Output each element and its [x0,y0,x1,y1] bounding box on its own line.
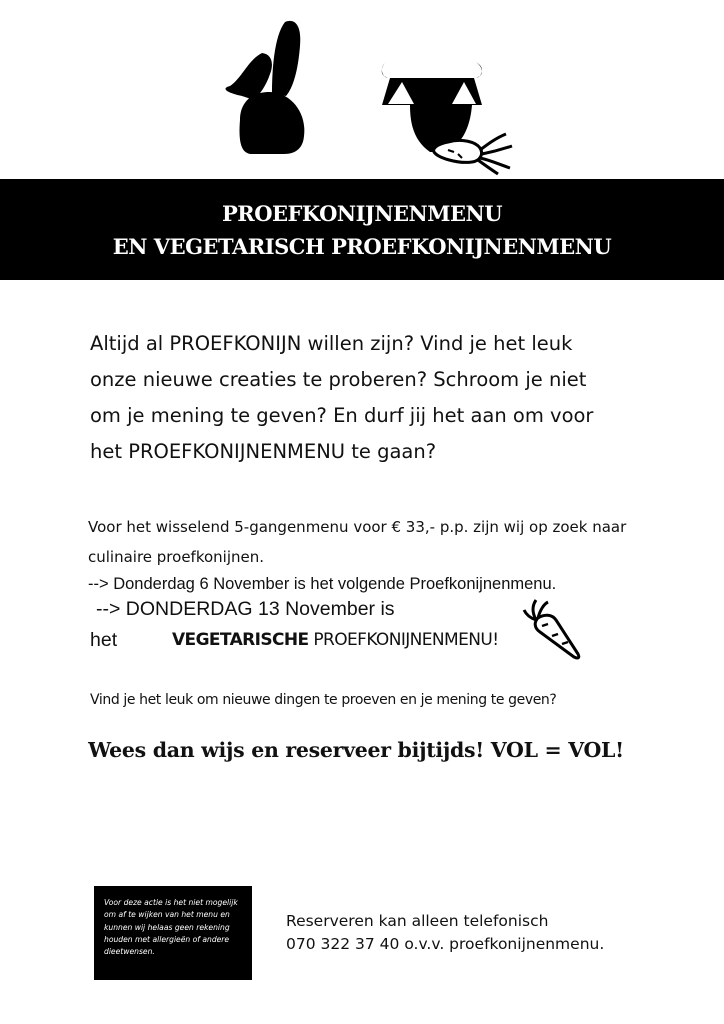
title-banner [0,179,724,280]
disclaimer-line: Voor deze actie is het niet mogelijk [104,898,238,907]
banner-title-line-2: EN VEGETARISCH PROEFKONIJNENMENU [112,233,612,259]
disclaimer-line: houden met allergieën of andere [104,934,230,944]
date-announcement-13-november: --> DONDERDAG 13 November is [96,598,395,620]
vegetarian-bold-text: VEGETARISCHE [172,630,309,650]
offer-line: Voor het wisselend 5-gangenmenu voor € 33,- p.p. zijn wij op zoek naar [88,518,627,536]
reservation-phone-line: 070 322 37 40 o.v.v. proefkonijnenmenu. [286,935,605,953]
date-announcement-6-november: --> Donderdag 6 November is het volgende Proefkonijnenmenu. [88,575,557,593]
intro-line: om je mening te geven? En durf jij het aan om voor [90,404,594,427]
carrot-icon [428,124,520,176]
carrot-icon [522,596,586,662]
disclaimer-line: om af te wijken van het menu en [104,910,230,920]
intro-line: onze nieuwe creaties te proberen? Schroom je niet [90,368,587,391]
disclaimer-box [94,886,252,980]
disclaimer-line: kunnen wij helaas geen rekening [104,922,230,932]
reservation-info [286,910,604,956]
question-text: Vind je het leuk om nieuwe dingen te proeven en je mening te geven? [90,692,557,708]
intro-paragraph [90,326,650,470]
slogan-heading: Wees dan wijs en reserveer bijtijds! VOL = VOL! [88,738,624,762]
intro-line: Altijd al PROEFKONIJN willen zijn? Vind je het leuk [90,332,573,355]
banner-title-line-1: PROEFKONIJNENMENU [221,200,503,226]
intro-line: het PROEFKONIJNENMENU te gaan? [90,440,437,463]
disclaimer-line: dieetwensen. [104,947,155,957]
reservation-line-1: Reserveren kan alleen telefonisch [286,912,549,930]
vegetarian-menu-label [172,630,498,650]
vegetarian-rest-text: PROEFKONIJNENMENU! [308,630,499,650]
offer-line: culinaire proefkonijnen. [88,548,265,566]
offer-paragraph [88,512,688,572]
rabbit-silhouette-icon [214,16,314,160]
date-announcement-het: het [90,629,118,651]
